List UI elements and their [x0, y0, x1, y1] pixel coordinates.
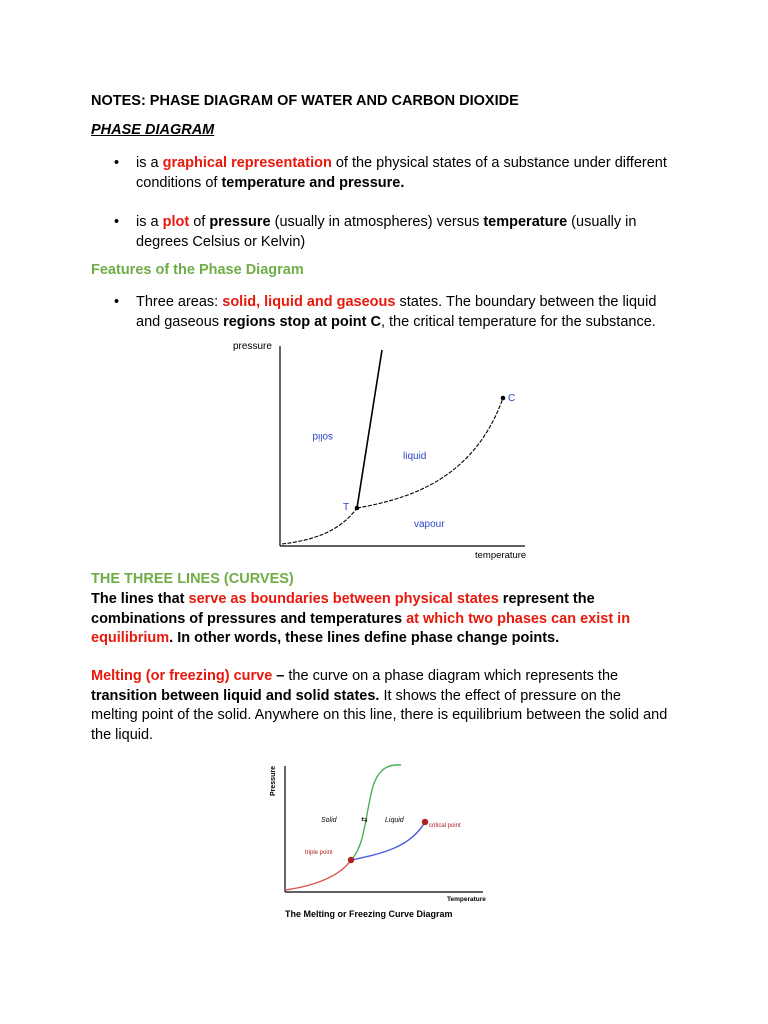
- vaporization-curve: [357, 398, 503, 508]
- text-run: , the critical temperature for the substance.: [380, 314, 656, 330]
- bullet-text: [136, 292, 676, 332]
- region-label-vapour: vapour: [414, 519, 445, 530]
- bullet-text: [136, 153, 676, 193]
- text-run: states. The boundary between the liquid and gaseous: [136, 294, 657, 330]
- bold-run: –: [272, 668, 285, 684]
- lines-paragraph: [91, 590, 671, 649]
- highlight-red: graphical representation: [162, 155, 332, 171]
- vaporization-curve: [351, 822, 425, 860]
- melting-curve-figure: [265, 756, 505, 922]
- axis-label-pressure: pressure: [233, 341, 272, 352]
- text-run: of: [189, 214, 210, 230]
- text-run: is a: [136, 214, 163, 230]
- axis-label-temperature: temperature: [475, 550, 527, 561]
- highlight-red: at which two phases can exist in equilibrium: [91, 610, 631, 646]
- bold-run: pressure: [209, 214, 271, 230]
- page-title: NOTES: PHASE DIAGRAM OF WATER AND CARBON DIOXIDE: [91, 93, 519, 109]
- bold-run: temperature and pressure.: [221, 175, 405, 191]
- triple-point: [348, 857, 354, 863]
- text-run: (usually in atmospheres) versus: [270, 214, 484, 230]
- highlight-red: plot: [162, 214, 190, 230]
- bullet-dot: •: [114, 294, 120, 310]
- critical-point: [422, 819, 428, 825]
- critical-point: [501, 396, 506, 401]
- arrow-glyph: ⇆: [361, 815, 368, 824]
- sublimation-curve: [285, 860, 351, 890]
- label-triple-point: triple point: [305, 850, 333, 856]
- label-triple-point: T: [343, 502, 350, 513]
- highlight-red: solid, liquid and gaseous: [222, 294, 396, 310]
- bold-run: regions stop at point C: [223, 314, 381, 330]
- highlight-red: Melting (or freezing) curve: [91, 668, 273, 684]
- label-critical-point: C: [508, 393, 516, 404]
- three-lines-heading: THE THREE LINES (CURVES): [91, 571, 294, 587]
- region-label-liquid: liquid: [403, 451, 427, 462]
- text-run: . In other words, these lines define phase change points.: [169, 630, 560, 646]
- axis-label-pressure: Pressure: [270, 766, 277, 796]
- bullet-text: [136, 212, 676, 252]
- phase-diagram-figure: [225, 336, 545, 562]
- bold-run: temperature: [483, 214, 568, 230]
- text-run: It shows the effect of pressure on the melting point of the solid. Anywhere on this line, there is equilibrium between the solid and the liquid.: [91, 687, 668, 743]
- axis-label-temperature: Temperature: [447, 896, 486, 903]
- text-run: is a: [136, 155, 163, 171]
- text-run: (usually in degrees Celsius or Kelvin): [136, 214, 637, 250]
- label-critical-point: critical point: [429, 823, 461, 829]
- features-heading: Features of the Phase Diagram: [91, 262, 304, 278]
- melting-paragraph: [91, 667, 671, 745]
- text-run: Three areas:: [136, 294, 223, 310]
- triple-point: [355, 506, 360, 511]
- text-run: of the physical states of a substance under different conditions of: [136, 155, 667, 191]
- sublimation-curve: [282, 508, 357, 544]
- text-run: the curve on a phase diagram which represents the: [284, 668, 619, 684]
- highlight-red: serve as boundaries between physical states: [188, 591, 499, 607]
- bold-run: transition between liquid and solid states.: [91, 687, 380, 704]
- region-label-solid: Solid: [321, 817, 337, 824]
- region-label-solid: solid: [312, 431, 333, 442]
- melting-curve: [357, 350, 382, 508]
- text-run: The lines that: [91, 591, 189, 607]
- region-label-liquid: Liquid: [385, 817, 404, 824]
- text-run: represent the combinations of pressures and temperatures: [91, 591, 595, 627]
- bullet-dot: •: [114, 155, 120, 171]
- figure-caption: The Melting or Freezing Curve Diagram: [285, 909, 453, 919]
- bullet-dot: •: [114, 214, 120, 230]
- melting-curve: [351, 765, 401, 860]
- phase-diagram-heading: PHASE DIAGRAM: [91, 122, 215, 138]
